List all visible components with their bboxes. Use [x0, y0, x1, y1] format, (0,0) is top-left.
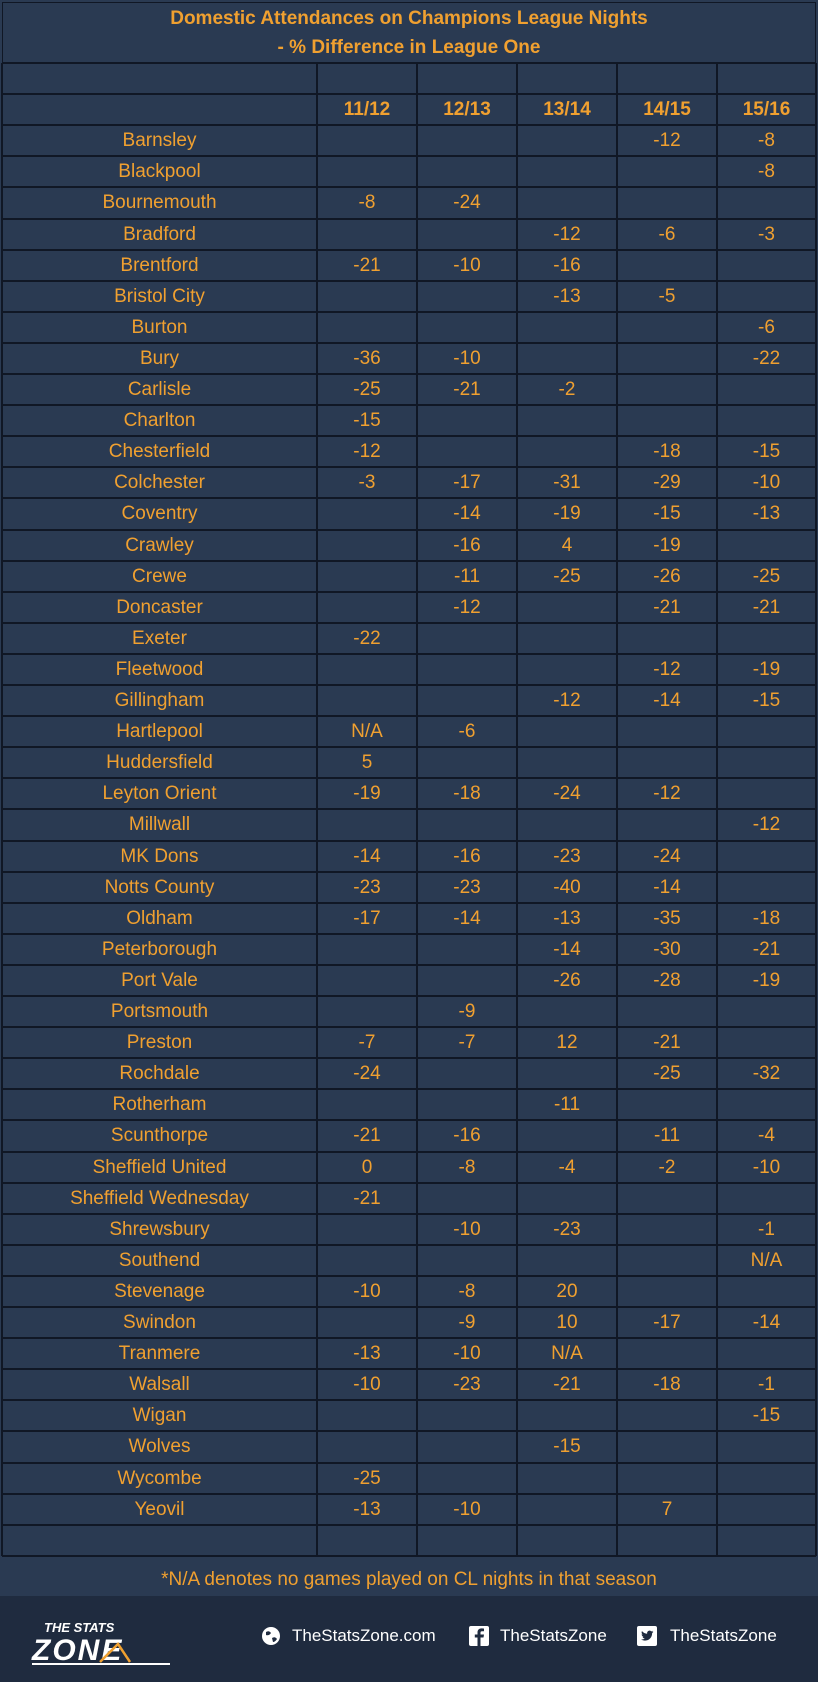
- chart-title: Domestic Attendances on Champions League Nights: [170, 7, 648, 29]
- value-cell: [317, 156, 417, 187]
- value-cell: [317, 1245, 417, 1276]
- value-cell: [317, 592, 417, 623]
- value-cell: -2: [558, 379, 576, 400]
- value-cell: [517, 1400, 617, 1431]
- team-name: Carlisle: [127, 379, 192, 400]
- value-cell: [617, 312, 717, 343]
- team-name: Rochdale: [119, 1063, 200, 1085]
- value-cell: -21: [353, 1125, 381, 1147]
- value-cell: [317, 312, 417, 343]
- value-cell: [317, 654, 417, 685]
- value-cell: [717, 374, 816, 405]
- team-name: Yeovil: [134, 1498, 185, 1520]
- value-cell: -24: [453, 192, 481, 214]
- value-cell: -12: [653, 783, 681, 805]
- value-cell: -17: [453, 472, 481, 494]
- column-header: 13/14: [543, 99, 591, 121]
- value-cell: -15: [353, 410, 381, 432]
- facebook-icon: [468, 1625, 490, 1647]
- value-cell: -9: [458, 1001, 476, 1022]
- value-cell: -11: [653, 1125, 681, 1147]
- value-cell: -7: [458, 1032, 476, 1054]
- value-cell: -35: [653, 907, 681, 929]
- team-name: Leyton Orient: [102, 783, 217, 805]
- value-cell: [617, 1276, 717, 1307]
- value-cell: [317, 1307, 417, 1338]
- value-cell: [417, 281, 517, 312]
- value-cell: -7: [358, 1032, 376, 1054]
- value-cell: [417, 1245, 517, 1276]
- value-cell: -12: [353, 441, 381, 463]
- value-cell: 5: [361, 752, 373, 774]
- team-name: Bristol City: [114, 285, 205, 307]
- value-cell: -16: [553, 254, 581, 276]
- team-name: Port Vale: [121, 969, 198, 991]
- value-cell: -2: [658, 1156, 676, 1178]
- team-name: Bury: [139, 347, 180, 369]
- team-name: Bournemouth: [102, 192, 217, 214]
- value-cell: [717, 250, 816, 281]
- value-cell: [417, 312, 517, 343]
- chart-subtitle: - % Difference in League One: [277, 36, 541, 58]
- value-cell: -19: [752, 969, 781, 991]
- title-box: [2, 2, 816, 63]
- value-cell: [417, 1058, 517, 1089]
- value-cell: -12: [453, 596, 481, 618]
- value-cell: -14: [752, 1312, 781, 1333]
- value-cell: [617, 623, 717, 654]
- value-cell: -23: [353, 876, 381, 898]
- value-cell: -1: [758, 1218, 775, 1240]
- value-cell: -19: [653, 534, 681, 556]
- team-name: Hartlepool: [116, 721, 203, 743]
- value-cell: -25: [752, 565, 781, 587]
- value-cell: [617, 405, 717, 436]
- value-cell: [417, 219, 517, 250]
- value-cell: -10: [453, 1343, 481, 1365]
- value-cell: [617, 1431, 717, 1462]
- value-cell: [317, 219, 417, 250]
- team-name: Colchester: [114, 472, 205, 494]
- value-cell: -26: [653, 565, 681, 587]
- value-cell: [717, 778, 816, 809]
- value-cell: [717, 1276, 816, 1307]
- value-cell: -26: [553, 969, 581, 991]
- team-name: Wycombe: [117, 1467, 202, 1489]
- value-cell: [617, 1245, 717, 1276]
- value-cell: [517, 623, 617, 654]
- value-cell: [317, 1214, 417, 1245]
- twitter-link[interactable]: TheStatsZone: [670, 1626, 777, 1645]
- value-cell: -13: [553, 907, 581, 929]
- value-cell: -21: [752, 596, 781, 618]
- value-cell: [717, 841, 816, 872]
- value-cell: [317, 1431, 417, 1462]
- value-cell: -25: [353, 1467, 381, 1489]
- value-cell: -18: [453, 783, 481, 805]
- team-name: Walsall: [129, 1374, 190, 1396]
- value-cell: [417, 809, 517, 840]
- team-name: Crewe: [132, 565, 187, 587]
- value-cell: -10: [453, 1498, 481, 1520]
- value-cell: -11: [553, 1094, 581, 1116]
- value-cell: [317, 530, 417, 561]
- value-cell: 4: [561, 534, 573, 556]
- value-cell: [517, 809, 617, 840]
- value-cell: [517, 716, 617, 747]
- value-cell: [317, 934, 417, 965]
- team-name: MK Dons: [120, 845, 199, 867]
- value-cell: -12: [752, 814, 781, 836]
- team-name: Coventry: [121, 503, 198, 525]
- value-cell: -25: [553, 565, 581, 587]
- value-cell: -28: [653, 969, 681, 991]
- value-cell: [717, 716, 816, 747]
- value-cell: -6: [758, 316, 775, 338]
- value-cell: 20: [556, 1280, 578, 1302]
- value-cell: -23: [553, 1218, 581, 1240]
- value-cell: -14: [453, 907, 481, 929]
- value-cell: [417, 623, 517, 654]
- value-cell: -17: [653, 1312, 681, 1333]
- column-header: 14/15: [643, 99, 691, 121]
- team-name: Exeter: [132, 627, 187, 649]
- value-cell: [617, 809, 717, 840]
- value-cell: -31: [553, 472, 581, 494]
- value-cell: -1: [758, 1374, 775, 1396]
- value-cell: [517, 312, 617, 343]
- twitter-icon: [636, 1625, 658, 1647]
- value-cell: [717, 872, 816, 903]
- value-cell: -4: [558, 1156, 576, 1178]
- team-name: Peterborough: [101, 938, 218, 960]
- value-cell: -16: [453, 845, 481, 867]
- value-cell: [517, 187, 617, 218]
- team-name: Shrewsbury: [109, 1218, 210, 1240]
- value-cell: [317, 965, 417, 996]
- logo-text-bottom: ZONE: [32, 1634, 124, 1667]
- value-cell: [417, 685, 517, 716]
- team-name: Charlton: [123, 410, 196, 432]
- value-cell: -10: [353, 1280, 381, 1302]
- value-cell: [517, 405, 617, 436]
- value-cell: -10: [353, 1374, 381, 1396]
- value-cell: -25: [353, 379, 381, 400]
- footnote: *N/A denotes no games played on CL nights in that season: [161, 1569, 657, 1590]
- value-cell: [617, 156, 717, 187]
- value-cell: [717, 1494, 816, 1525]
- value-cell: [317, 125, 417, 156]
- value-cell: -10: [453, 1218, 481, 1240]
- value-cell: N/A: [551, 1343, 583, 1365]
- value-cell: 12: [556, 1032, 578, 1054]
- value-cell: [617, 250, 717, 281]
- value-cell: [717, 1183, 816, 1214]
- value-cell: [617, 1463, 717, 1494]
- value-cell: -16: [453, 534, 481, 556]
- value-cell: -13: [553, 285, 581, 307]
- value-cell: [717, 281, 816, 312]
- team-name: Sheffield Wednesday: [70, 1187, 249, 1209]
- team-name: Rotherham: [112, 1094, 207, 1116]
- value-cell: [417, 436, 517, 467]
- value-cell: [717, 1431, 816, 1462]
- value-cell: [517, 1245, 617, 1276]
- value-cell: [717, 996, 816, 1027]
- facebook-link[interactable]: TheStatsZone: [500, 1626, 607, 1645]
- value-cell: [417, 747, 517, 778]
- value-cell: [617, 1214, 717, 1245]
- value-cell: -12: [553, 690, 581, 711]
- value-cell: -30: [653, 938, 681, 960]
- value-cell: -12: [653, 130, 681, 152]
- value-cell: [417, 1089, 517, 1120]
- column-header: 15/16: [742, 99, 791, 121]
- value-cell: -10: [453, 254, 481, 276]
- value-cell: -15: [752, 441, 781, 463]
- value-cell: [517, 1058, 617, 1089]
- value-cell: -32: [752, 1063, 781, 1085]
- team-name: Huddersfield: [106, 752, 213, 774]
- value-cell: 7: [661, 1498, 673, 1520]
- value-cell: -23: [453, 1374, 481, 1396]
- team-name: Portsmouth: [110, 1001, 209, 1022]
- value-cell: -25: [653, 1063, 681, 1085]
- value-cell: -14: [653, 876, 681, 898]
- team-name: Notts County: [104, 876, 215, 898]
- logo-text-top: THE STATS: [44, 1620, 115, 1635]
- value-cell: 10: [556, 1312, 578, 1333]
- value-cell: -13: [752, 503, 781, 525]
- value-cell: [517, 343, 617, 374]
- value-cell: -21: [353, 254, 381, 276]
- value-cell: [617, 1183, 717, 1214]
- value-cell: -13: [353, 1343, 381, 1365]
- value-cell: -6: [658, 223, 676, 245]
- value-cell: -18: [752, 907, 781, 929]
- value-cell: [617, 716, 717, 747]
- value-cell: [517, 654, 617, 685]
- value-cell: [417, 654, 517, 685]
- value-cell: -15: [553, 1436, 581, 1458]
- value-cell: -10: [453, 347, 481, 369]
- value-cell: [617, 1400, 717, 1431]
- team-name: Brentford: [120, 254, 199, 276]
- value-cell: [317, 1400, 417, 1431]
- value-cell: [417, 125, 517, 156]
- value-cell: -21: [353, 1187, 381, 1209]
- value-cell: -4: [758, 1125, 775, 1147]
- value-cell: -23: [453, 876, 481, 898]
- value-cell: [317, 685, 417, 716]
- value-cell: [717, 1027, 816, 1058]
- value-cell: [617, 374, 717, 405]
- value-cell: [317, 996, 417, 1027]
- value-cell: [417, 156, 517, 187]
- value-cell: [717, 530, 816, 561]
- value-cell: [517, 1183, 617, 1214]
- grid-hline: [2, 1555, 816, 1557]
- value-cell: -36: [353, 347, 381, 369]
- value-cell: [417, 934, 517, 965]
- value-cell: [717, 1089, 816, 1120]
- value-cell: -8: [758, 130, 775, 152]
- value-cell: [517, 1120, 617, 1151]
- value-cell: -16: [453, 1125, 481, 1147]
- stats-zone-logo: [30, 1614, 180, 1668]
- value-cell: [517, 747, 617, 778]
- value-cell: [317, 281, 417, 312]
- value-cell: [417, 965, 517, 996]
- value-cell: -14: [353, 845, 381, 867]
- team-name: Crawley: [125, 534, 194, 556]
- value-cell: -29: [653, 472, 681, 494]
- team-name: Wigan: [132, 1405, 187, 1427]
- team-name: Tranmere: [118, 1343, 201, 1365]
- team-name: Scunthorpe: [110, 1125, 209, 1147]
- team-name: Stevenage: [114, 1280, 205, 1302]
- value-cell: [317, 1089, 417, 1120]
- globe-icon: [260, 1625, 282, 1647]
- value-cell: -22: [353, 627, 381, 649]
- value-cell: [417, 1463, 517, 1494]
- value-cell: [517, 156, 617, 187]
- value-cell: -3: [358, 472, 376, 494]
- value-cell: [317, 809, 417, 840]
- value-cell: -24: [553, 783, 581, 805]
- value-cell: [617, 343, 717, 374]
- value-cell: -10: [752, 1156, 781, 1178]
- value-cell: [517, 125, 617, 156]
- value-cell: -21: [553, 1374, 581, 1396]
- team-name: Blackpool: [118, 161, 201, 183]
- value-cell: [517, 1494, 617, 1525]
- value-cell: -3: [758, 223, 775, 245]
- value-cell: [517, 996, 617, 1027]
- value-cell: -24: [653, 845, 681, 867]
- value-cell: -8: [358, 192, 376, 214]
- value-cell: -8: [458, 1156, 476, 1178]
- value-cell: -14: [453, 503, 481, 525]
- value-cell: [617, 187, 717, 218]
- website-link[interactable]: TheStatsZone.com: [292, 1626, 436, 1645]
- value-cell: -12: [553, 223, 581, 245]
- team-name: Burton: [131, 316, 188, 338]
- value-cell: -21: [653, 1032, 681, 1054]
- footer-bar: [0, 1596, 818, 1682]
- value-cell: [617, 1338, 717, 1369]
- value-cell: -40: [553, 876, 581, 898]
- value-cell: [517, 436, 617, 467]
- value-cell: -13: [353, 1498, 381, 1520]
- value-cell: [617, 1089, 717, 1120]
- column-header: 12/13: [443, 99, 491, 121]
- value-cell: -11: [453, 565, 481, 587]
- value-cell: [717, 1338, 816, 1369]
- value-cell: -18: [653, 1374, 681, 1396]
- value-cell: [717, 187, 816, 218]
- value-cell: [417, 1431, 517, 1462]
- value-cell: -15: [752, 690, 781, 711]
- value-cell: -22: [752, 347, 781, 369]
- value-cell: -15: [752, 1405, 781, 1427]
- value-cell: [617, 996, 717, 1027]
- team-name: Southend: [118, 1249, 201, 1271]
- team-name: Doncaster: [116, 596, 203, 618]
- value-cell: [417, 1400, 517, 1431]
- team-name: Wolves: [128, 1436, 191, 1458]
- value-cell: -6: [458, 721, 476, 743]
- team-name: Millwall: [128, 814, 191, 836]
- value-cell: [717, 747, 816, 778]
- value-cell: [617, 747, 717, 778]
- value-cell: -18: [653, 441, 681, 463]
- value-cell: -14: [653, 690, 681, 711]
- value-cell: -15: [653, 503, 681, 525]
- team-name: Bradford: [123, 223, 196, 245]
- value-cell: N/A: [351, 721, 383, 743]
- team-name: Chesterfield: [108, 441, 211, 463]
- value-cell: [717, 1463, 816, 1494]
- value-cell: -19: [752, 658, 781, 680]
- value-cell: [517, 592, 617, 623]
- team-name: Gillingham: [114, 690, 205, 711]
- value-cell: [517, 1463, 617, 1494]
- value-cell: 0: [361, 1156, 373, 1178]
- team-name: Swindon: [123, 1312, 196, 1333]
- team-name: Barnsley: [122, 130, 197, 152]
- value-cell: N/A: [750, 1249, 783, 1271]
- value-cell: -12: [653, 658, 681, 680]
- value-cell: -21: [653, 596, 681, 618]
- value-cell: [717, 405, 816, 436]
- value-cell: -19: [553, 503, 581, 525]
- value-cell: [317, 561, 417, 592]
- value-cell: -21: [453, 379, 481, 400]
- team-name: Sheffield United: [92, 1156, 227, 1178]
- grid-hline: [2, 62, 816, 64]
- value-cell: -23: [553, 845, 581, 867]
- value-cell: -24: [353, 1063, 381, 1085]
- value-cell: -21: [752, 938, 781, 960]
- value-cell: -8: [758, 161, 775, 183]
- value-cell: [317, 498, 417, 529]
- value-cell: -8: [458, 1280, 476, 1302]
- value-cell: -9: [458, 1312, 476, 1333]
- value-cell: -10: [752, 472, 781, 494]
- value-cell: -5: [658, 285, 676, 307]
- value-cell: -14: [553, 938, 581, 960]
- value-cell: [417, 1183, 517, 1214]
- team-name: Fleetwood: [115, 658, 204, 680]
- value-cell: [717, 623, 816, 654]
- column-header: 11/12: [343, 99, 391, 121]
- value-cell: [417, 405, 517, 436]
- team-name: Preston: [126, 1032, 193, 1054]
- team-name: Oldham: [126, 907, 193, 929]
- value-cell: -17: [353, 907, 381, 929]
- value-cell: -19: [353, 783, 381, 805]
